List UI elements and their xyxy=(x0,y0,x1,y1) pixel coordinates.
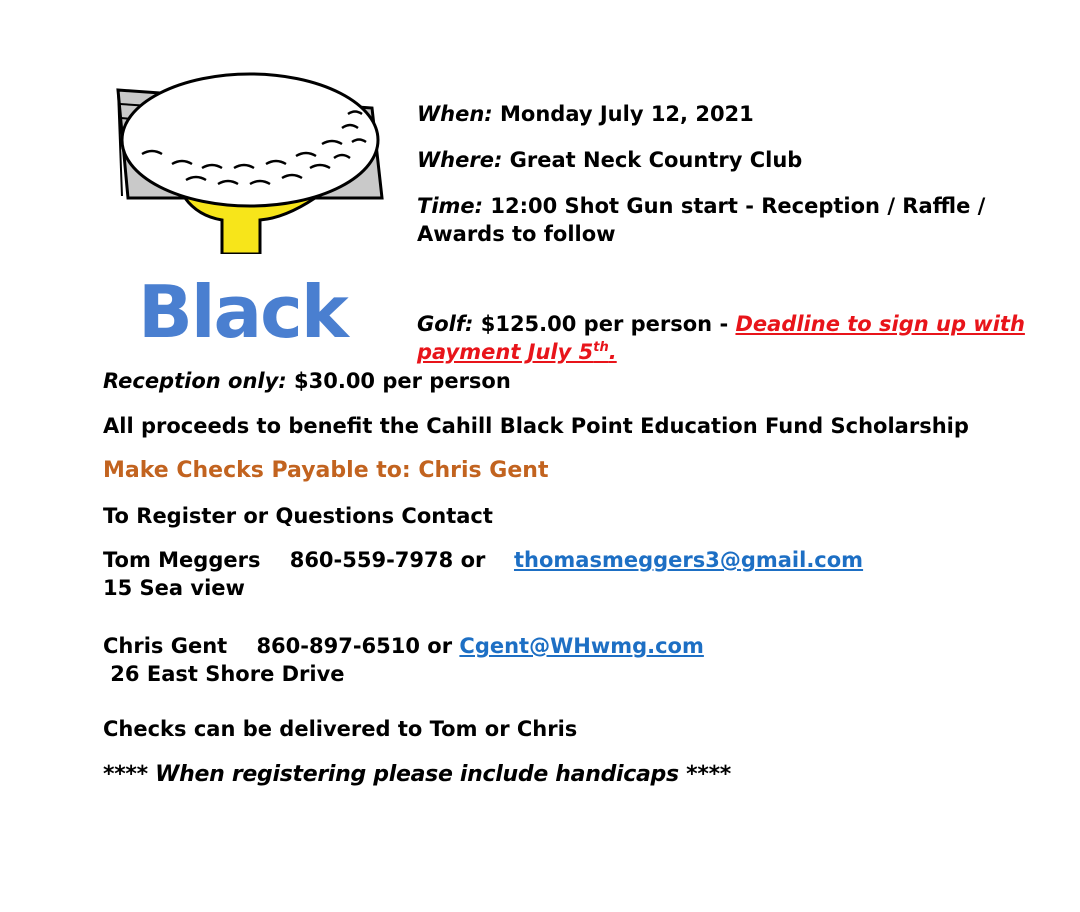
contact-name-phone: Tom Meggers 860-559-7978 or xyxy=(103,548,486,572)
reception-label: Reception only: xyxy=(103,369,287,393)
deadline-continued xyxy=(417,338,617,366)
where-label: Where: xyxy=(417,148,503,172)
reception-value: $30.00 per person xyxy=(294,369,511,393)
deadline-date: payment July 5th. xyxy=(417,340,617,364)
reception-price xyxy=(103,367,511,395)
event-where xyxy=(417,146,802,174)
golf-price xyxy=(417,310,1025,338)
event-when xyxy=(417,100,754,128)
contact-tom xyxy=(103,546,863,574)
golf-label: Golf: xyxy=(417,312,474,336)
contact-chris xyxy=(103,632,704,660)
logo-word: Black xyxy=(138,270,347,354)
time-value: 12:00 Shot Gun start - Reception / Raffle / xyxy=(490,194,986,218)
when-value: Monday July 12, 2021 xyxy=(500,102,754,126)
email-link-chris[interactable]: Cgent@WHwmg.com xyxy=(459,634,704,658)
checks-payable: Make Checks Payable to: Chris Gent xyxy=(103,458,549,483)
register-heading: To Register or Questions Contact xyxy=(103,504,493,528)
golf-value: $125.00 per person - xyxy=(480,312,736,336)
contact-name-phone: Chris Gent 860-897-6510 or xyxy=(103,634,453,658)
event-time xyxy=(417,192,985,220)
when-label: When: xyxy=(417,102,493,126)
golf-ball-logo xyxy=(110,68,390,254)
delivery-note: Checks can be delivered to Tom or Chris xyxy=(103,717,578,741)
email-link-tom[interactable]: thomasmeggers3@gmail.com xyxy=(513,548,864,572)
where-value: Great Neck Country Club xyxy=(509,148,803,172)
golf-ball-on-tee-icon xyxy=(110,68,390,254)
time-label: Time: xyxy=(417,194,484,218)
contact-address-tom: 15 Sea view xyxy=(103,576,245,600)
handicaps-note: **** When registering please include handicaps **** xyxy=(103,762,731,787)
event-time-continued: Awards to follow xyxy=(417,222,616,246)
deadline-text: Deadline to sign up with xyxy=(735,312,1025,336)
contact-address-chris: 26 East Shore Drive xyxy=(103,662,345,686)
proceeds-note: All proceeds to benefit the Cahill Black Point Education Fund Scholarship xyxy=(103,414,969,438)
